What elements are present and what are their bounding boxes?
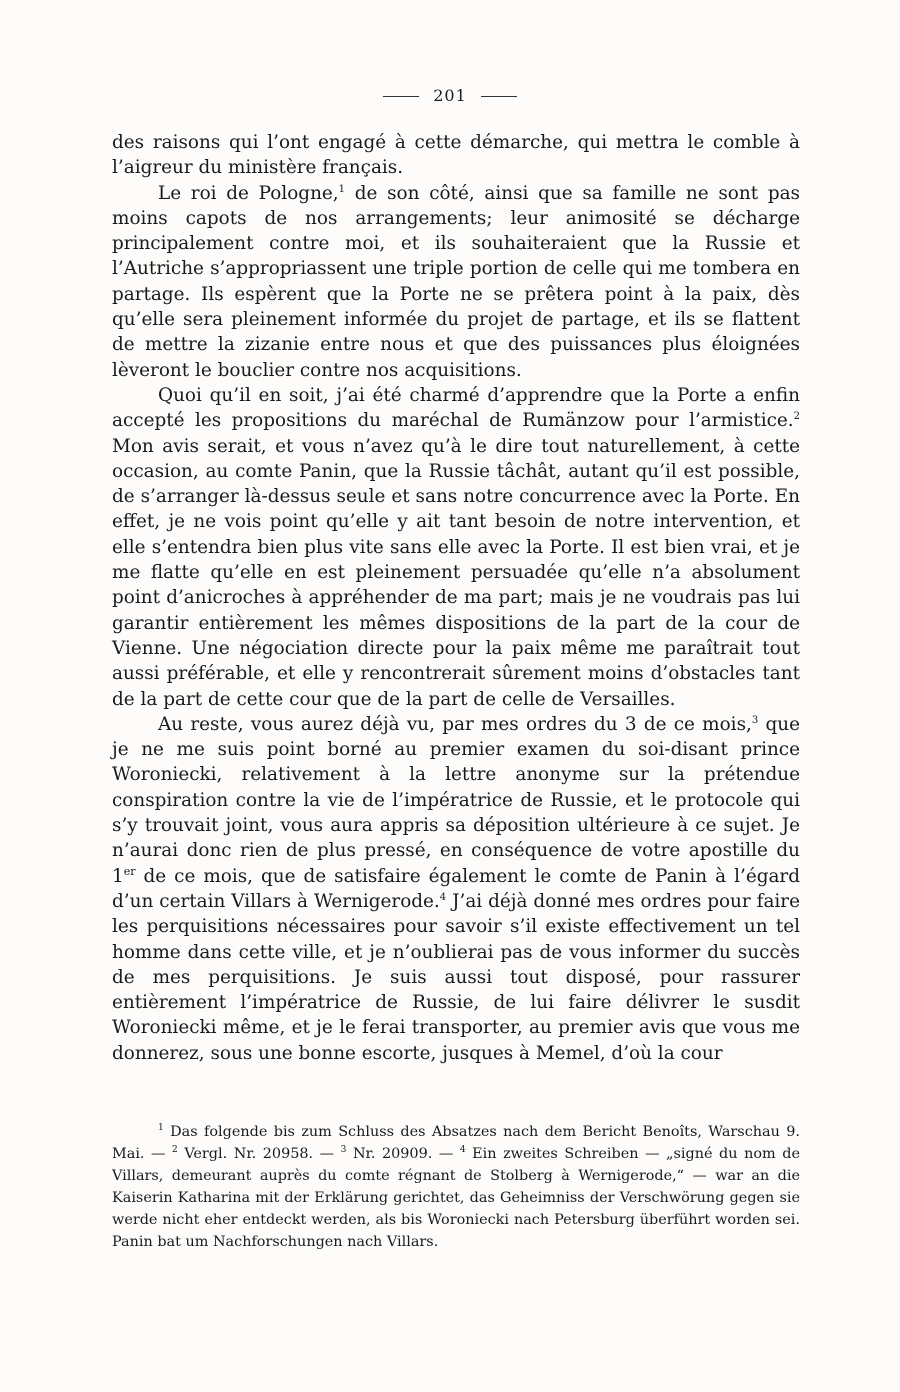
paragraph-4-text-a: Au reste, vous aurez déjà vu, par mes ordres du 3 de ce mois, (158, 713, 752, 735)
paragraph-4-text-c: de ce mois, que de satisfaire également le comte de Panin à l’égard d’un certain Villars à Wernigerode. (112, 865, 800, 912)
footnote-number-1: 1 (158, 1123, 164, 1134)
page-number: 201 (433, 86, 467, 105)
footnotes (112, 1121, 800, 1253)
footnote-number-3: 3 (340, 1145, 347, 1156)
footnote-text-2: Vergl. Nr. 20958. — (177, 1146, 341, 1162)
footnote-ref-1: 1 (338, 183, 346, 195)
header-rule-right (481, 96, 517, 97)
footnote-text-3: Nr. 20909. — (346, 1146, 460, 1162)
paragraph-4-text-d: J’ai déjà donné mes ordres pour faire les perquisitions nécessaires pour savoir s’il existe effectivement un tel homme dans cette ville, et je n’oublierai pas de vous informer du succès de mes perquisitions. Je suis aussi tout disposé, pour rassurer entièrement l’impératrice de Russie, de lui faire délivrer le susdit Woroniecki même, et je le ferai transporter, au premier avis que vous me donnerez, sous une bonne escorte, jusques à Memel, d’où la cour (112, 890, 800, 1064)
footnote-number-2: 2 (172, 1145, 178, 1156)
footnote-ref-2: 2 (793, 411, 800, 423)
paragraph-3-text-b: Mon avis serait, et vous n’avez qu’à le dire tout naturellement, à cette occasion, au comte Panin, que la Russie tâchât, autant qu’il est possible, de s’arranger là-dessus seule et sans notre concurrence avec la Porte. En effet, je ne vois point qu’elle y ait tant besoin de notre intervention, et elle s’entendra bien plus vite sans elle avec la Porte. Il est bien vrai, et je me flatte qu’elle en est pleinement persuadée qu’elle n’a absolument point d’anicroches à appréhender de ma part; mais je ne voudrais pas lui garantir entièrement les mêmes dispositions de la part de la cour de Vienne. Une négociation directe pour la paix même me paraîtrait tout aussi préférable, et elle y rencontrerait sûrement moins d’obstacles tant de la part de cette cour que de la part de celle de Versailles. (112, 435, 800, 710)
paragraph-1 (112, 130, 800, 181)
paragraph-4 (112, 712, 800, 1066)
footnote-number-4: 4 (459, 1145, 466, 1156)
paragraph-2-text-a: Le roi de Pologne, (158, 182, 339, 204)
footnote-block (112, 1121, 800, 1253)
footnote-ref-4: 4 (439, 891, 447, 903)
paragraph-2-text-b: de son côté, ainsi que sa famille ne sont pas moins capots de nos arrangements; leur animosité se décharge principalement contre moi, et ils souhaiteraient que la Russie et l’Autriche s’appropriassent une triple portion de celle qui me tombera en partage. Ils espèrent que la Porte ne se prêtera point à la paix, dès qu’elle sera pleinement informée du projet de partage, et ils se flattent de mettre la zizanie entre nous et que des puissances plus éloignées lèveront le bouclier contre nos acquisitions. (112, 182, 800, 381)
paragraph-2 (112, 181, 800, 383)
paragraph-1-text: des raisons qui l’ont engagé à cette démarche, qui mettra le comble à l’aigreur du ministère français. (112, 132, 800, 179)
body-text (112, 130, 800, 1066)
header-rule-left (383, 96, 419, 97)
paragraph-4-text-b: que je ne me suis point borné au premier examen du soi-disant prince Woroniecki, relativement à la lettre anonyme sur la prétendue conspiration contre la vie de l’impératrice de Russie, et le protocole qui s’y trouvait joint, vous aura appris sa déposition ultérieure à ce sujet. Je n’aurai donc rien de plus pressé, en conséquence de votre apostille du 1 (112, 713, 800, 887)
footnote-ref-3: 3 (751, 714, 759, 726)
ordinal-superscript: er (123, 864, 136, 878)
footnote-text-4: Ein zweites Schreiben — „signé du nom de Villars, demeurant auprès du comte régnant de Stolberg à Wernigerode,“ — war an die Kaiserin Katharina mit der Erklärung gerichtet, das Geheimniss der Verschwörung gegen sie werde nicht eher entdeckt werden, als bis Woroniecki nach Petersburg überführt worden sei. Panin bat um Nachforschungen nach Villars. (112, 1146, 800, 1250)
paragraph-3-text-a: Quoi qu’il en soit, j’ai été charmé d’apprendre que la Porte a enfin accepté les propositions du maréchal de Rumänzow pour l’armistice. (112, 384, 800, 432)
page-header (0, 86, 900, 105)
paragraph-3 (112, 383, 800, 712)
footnote-text-1: Das folgende bis zum Schluss des Absatzes nach dem Bericht Benoîts, Warschau 9. Mai. — (112, 1124, 800, 1162)
